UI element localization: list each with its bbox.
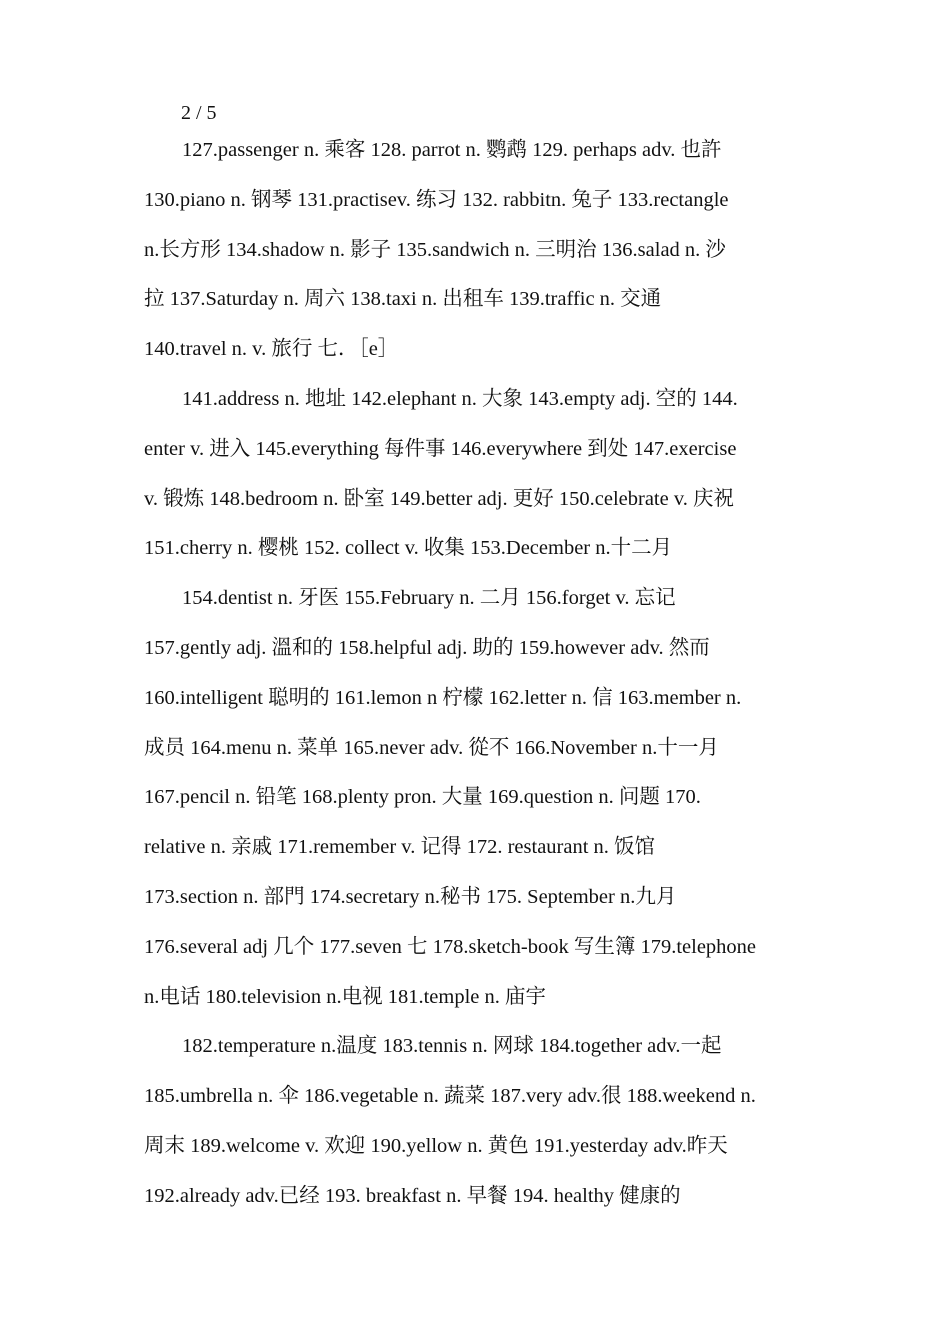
vocabulary-line: 154.dentist n. 牙医 155.February n. 二月 156.forget v. 忘记 <box>182 587 676 610</box>
vocabulary-line: 173.section n. 部門 174.secretary n.秘书 175. September n.九月 <box>144 885 677 908</box>
vocabulary-line: 拉 137.Saturday n. 周六 138.taxi n. 出租车 139.traffic n. 交通 <box>144 288 662 311</box>
vocabulary-line: 141.address n. 地址 142.elephant n. 大象 143.empty adj. 空的 144. <box>182 387 738 410</box>
vocabulary-line: 140.travel n. v. 旅行 七．［e］ <box>144 338 399 361</box>
vocabulary-line: 周末 189.welcome v. 欢迎 190.yellow n. 黄色 191.yesterday adv.昨天 <box>144 1134 728 1157</box>
vocabulary-line: 130.piano n. 钢琴 131.practisev. 练习 132. rabbitn. 兔子 133.rectangle <box>144 188 729 211</box>
vocabulary-line: 127.passenger n. 乘客 128. parrot n. 鹦鹉 129. perhaps adv. 也許 <box>182 139 722 161</box>
vocabulary-line: 182.temperature n.温度 183.tennis n. 网球 184.together adv.一起 <box>182 1035 722 1058</box>
vocabulary-line: 167.pencil n. 铅笔 168.plenty pron. 大量 169.question n. 问题 170. <box>144 786 701 809</box>
vocabulary-line: n.长方形 134.shadow n. 影子 135.sandwich n. 三明治 136.salad n. 沙 <box>144 238 726 261</box>
vocabulary-line: 成员 164.menu n. 菜单 165.never adv. 從不 166.November n.十一月 <box>144 736 719 759</box>
vocabulary-line: enter v. 进入 145.everything 每件事 146.everywhere 到处 147.exercise <box>144 437 737 460</box>
vocabulary-line: 157.gently adj. 溫和的 158.helpful adj. 助的 159.however adv. 然而 <box>144 636 710 659</box>
vocabulary-line: relative n. 亲戚 171.remember v. 记得 172. restaurant n. 饭馆 <box>144 836 656 859</box>
vocabulary-line: 185.umbrella n. 伞 186.vegetable n. 蔬菜 187.very adv.很 188.weekend n. <box>144 1085 756 1108</box>
vocabulary-list <box>144 126 816 1222</box>
vocabulary-line: 151.cherry n. 樱桃 152. collect v. 收集 153.December n.十二月 <box>144 537 673 560</box>
vocabulary-line: n.电话 180.television n.电视 181.temple n. 庙宇 <box>144 985 546 1008</box>
vocabulary-line: v. 锻炼 148.bedroom n. 卧室 149.better adj. 更好 150.celebrate v. 庆祝 <box>144 487 735 510</box>
vocabulary-line: 192.already adv.已经 193. breakfast n. 早餐 194. healthy 健康的 <box>144 1184 681 1207</box>
vocabulary-line: 176.several adj 几个 177.seven 七 178.sketch-book 写生簿 179.telephone <box>144 935 757 958</box>
page-number: 2 / 5 <box>181 102 217 124</box>
vocabulary-line: 160.intelligent 聪明的 161.lemon n 柠檬 162.letter n. 信 163.member n. <box>144 686 742 709</box>
